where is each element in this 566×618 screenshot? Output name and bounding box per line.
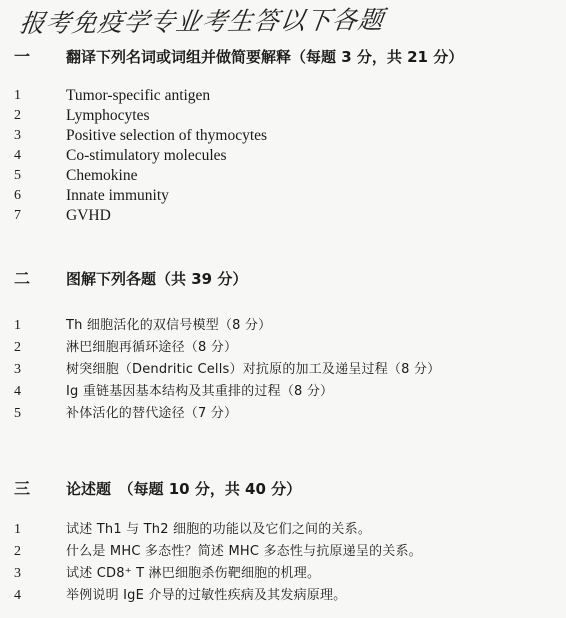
item-text: 淋巴细胞再循环途径（8 分） — [66, 340, 238, 355]
item-number: 5 — [14, 168, 21, 183]
list-item — [0, 564, 566, 584]
item-text: 试述 CD8⁺ T 淋巴细胞杀伤靶细胞的机理。 — [66, 566, 321, 581]
item-number: 6 — [14, 188, 21, 203]
item-number: 3 — [14, 362, 21, 377]
list-item — [0, 86, 566, 106]
section-header — [0, 46, 566, 72]
section-number: 二 — [14, 269, 31, 288]
list-item — [0, 126, 566, 146]
item-text: Th 细胞活化的双信号模型（8 分） — [66, 318, 272, 333]
list-item — [0, 586, 566, 606]
item-number: 7 — [14, 208, 21, 223]
item-text: Tumor-specific antigen — [66, 87, 211, 104]
list-item — [0, 186, 566, 206]
list-item — [0, 520, 566, 540]
handwritten-title: 报考免疫学专业考生答以下各题 — [17, 5, 387, 38]
item-number: 1 — [14, 318, 21, 333]
section-title: 论述题 （每题 10 分，共 40 分） — [66, 480, 302, 498]
list-item — [0, 206, 566, 226]
list-item — [0, 338, 566, 358]
item-text: 补体活化的替代途径（7 分） — [66, 406, 238, 421]
item-text: Lymphocytes — [66, 107, 150, 124]
item-text: 举例说明 IgE 介导的过敏性疾病及其发病原理。 — [66, 588, 347, 603]
section-title: 翻译下列名词或词组并做简要解释（每题 3 分，共 21 分） — [66, 48, 464, 66]
item-text: 什么是 MHC 多态性？简述 MHC 多态性与抗原递呈的关系。 — [66, 544, 422, 559]
list-item — [0, 382, 566, 402]
list-item — [0, 360, 566, 380]
item-number: 5 — [14, 406, 21, 421]
list-item — [0, 404, 566, 424]
item-text: Co-stimulatory molecules — [66, 147, 227, 164]
item-text: Ig 重链基因基本结构及其重排的过程（8 分） — [66, 384, 334, 399]
list-item — [0, 542, 566, 562]
item-text: 树突细胞（Dendritic Cells）对抗原的加工及递呈过程（8 分） — [66, 362, 441, 377]
list-item — [0, 166, 566, 186]
section-number: 一 — [14, 47, 31, 66]
item-number: 3 — [14, 566, 21, 581]
item-number: 4 — [14, 384, 21, 399]
item-text: Chemokine — [66, 167, 138, 184]
list-item — [0, 316, 566, 336]
section-title: 图解下列各题（共 39 分） — [66, 270, 248, 288]
item-text: Innate immunity — [66, 187, 169, 204]
item-number: 2 — [14, 544, 21, 559]
item-number: 2 — [14, 340, 21, 355]
list-item — [0, 146, 566, 166]
section-number: 三 — [14, 479, 31, 498]
item-number: 2 — [14, 108, 21, 123]
item-text: GVHD — [66, 207, 111, 224]
section-header — [0, 268, 566, 294]
item-number: 1 — [14, 88, 21, 103]
item-text: Positive selection of thymocytes — [66, 127, 268, 144]
item-text: 试述 Th1 与 Th2 细胞的功能以及它们之间的关系。 — [66, 522, 372, 537]
item-number: 3 — [14, 128, 21, 143]
item-number: 1 — [14, 522, 21, 537]
list-item — [0, 106, 566, 126]
section-header — [0, 478, 566, 504]
item-number: 4 — [14, 148, 21, 163]
item-number: 4 — [14, 588, 21, 603]
